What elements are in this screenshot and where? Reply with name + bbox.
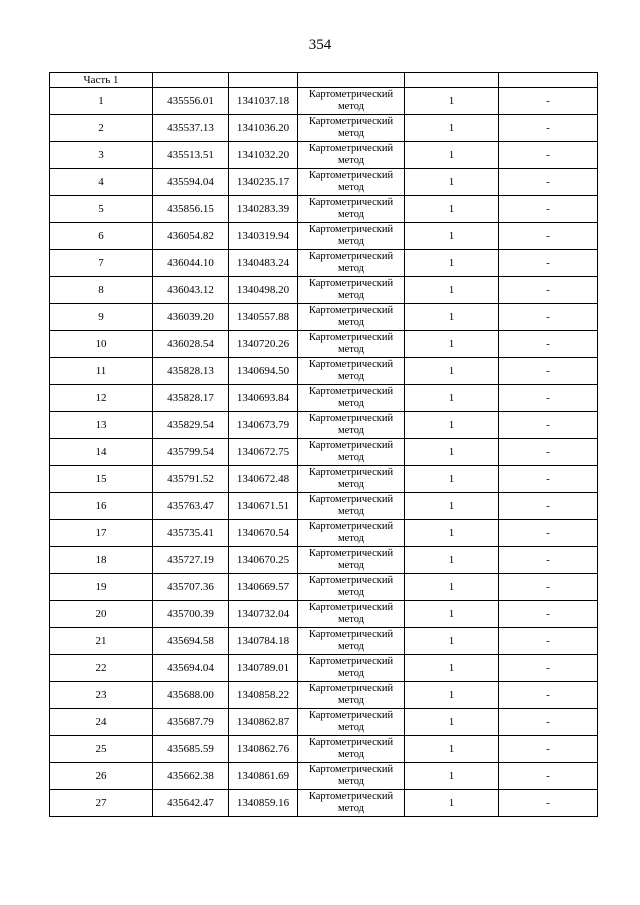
coordinates-table <box>49 72 598 817</box>
coord-y: 1340784.18 <box>229 628 298 655</box>
point-number: 10 <box>50 331 153 358</box>
method-line-1: Картометрический <box>308 764 394 775</box>
description-value: - <box>499 223 598 250</box>
method-line-1: Картометрический <box>308 521 394 532</box>
accuracy-value: 1 <box>405 574 499 601</box>
method-cell <box>298 493 405 520</box>
coord-y: 1340693.84 <box>229 385 298 412</box>
table-row <box>50 682 598 709</box>
method-line-2: метод <box>337 101 365 112</box>
page-number: 354 <box>308 37 332 53</box>
coord-x: 435537.13 <box>153 115 229 142</box>
description-value: - <box>499 142 598 169</box>
method-line-2: метод <box>337 398 365 409</box>
method-line-2: метод <box>337 182 365 193</box>
method-line-2: метод <box>337 236 365 247</box>
description-value: - <box>499 439 598 466</box>
method-line-1: Картометрический <box>308 116 394 127</box>
description-value: - <box>499 655 598 682</box>
coord-y: 1340673.79 <box>229 412 298 439</box>
description-value: - <box>499 790 598 817</box>
coord-x: 435735.41 <box>153 520 229 547</box>
description-value: - <box>499 115 598 142</box>
coord-x: 435828.13 <box>153 358 229 385</box>
accuracy-value: 1 <box>405 277 499 304</box>
method-line-1: Картометрический <box>308 656 394 667</box>
description-value: - <box>499 466 598 493</box>
point-number: 11 <box>50 358 153 385</box>
method-line-1: Картометрический <box>308 305 394 316</box>
table-row <box>50 574 598 601</box>
accuracy-value: 1 <box>405 169 499 196</box>
accuracy-value: 1 <box>405 439 499 466</box>
method-cell <box>298 547 405 574</box>
method-line-2: метод <box>337 668 365 679</box>
method-line-1: Картометрический <box>308 197 394 208</box>
coord-y: 1340858.22 <box>229 682 298 709</box>
method-line-2: метод <box>337 452 365 463</box>
coord-y: 1340862.87 <box>229 709 298 736</box>
coord-y: 1340694.50 <box>229 358 298 385</box>
description-value: - <box>499 547 598 574</box>
description-value: - <box>499 250 598 277</box>
point-number: 2 <box>50 115 153 142</box>
method-line-2: метод <box>337 479 365 490</box>
description-value: - <box>499 196 598 223</box>
method-line-1: Картометрический <box>308 440 394 451</box>
method-cell <box>298 304 405 331</box>
accuracy-value: 1 <box>405 385 499 412</box>
method-line-2: метод <box>337 803 365 814</box>
description-value: - <box>499 385 598 412</box>
accuracy-value: 1 <box>405 736 499 763</box>
accuracy-value: 1 <box>405 520 499 547</box>
description-value: - <box>499 574 598 601</box>
point-number: 1 <box>50 88 153 115</box>
point-number: 14 <box>50 439 153 466</box>
method-line-1: Картометрический <box>308 629 394 640</box>
method-cell <box>298 709 405 736</box>
table-row <box>50 88 598 115</box>
coord-x: 435642.47 <box>153 790 229 817</box>
method-line-1: Картометрический <box>308 413 394 424</box>
method-line-2: метод <box>337 290 365 301</box>
accuracy-value: 1 <box>405 682 499 709</box>
accuracy-value: 1 <box>405 493 499 520</box>
coord-x: 435513.51 <box>153 142 229 169</box>
method-cell <box>298 250 405 277</box>
table-row <box>50 655 598 682</box>
table-row <box>50 304 598 331</box>
table-header-row <box>50 73 598 88</box>
table-row <box>50 115 598 142</box>
description-value: - <box>499 628 598 655</box>
coord-x: 435727.19 <box>153 547 229 574</box>
coord-y: 1340720.26 <box>229 331 298 358</box>
coord-x: 436028.54 <box>153 331 229 358</box>
method-line-1: Картометрический <box>308 170 394 181</box>
point-number: 9 <box>50 304 153 331</box>
coord-y: 1340557.88 <box>229 304 298 331</box>
coord-x: 436044.10 <box>153 250 229 277</box>
method-line-1: Картометрический <box>308 386 394 397</box>
coord-x: 435688.00 <box>153 682 229 709</box>
method-cell <box>298 466 405 493</box>
table-row <box>50 169 598 196</box>
method-line-2: метод <box>337 506 365 517</box>
coord-x: 435829.54 <box>153 412 229 439</box>
coord-x: 435763.47 <box>153 493 229 520</box>
coord-y: 1340672.75 <box>229 439 298 466</box>
coord-y: 1340319.94 <box>229 223 298 250</box>
point-number: 23 <box>50 682 153 709</box>
coord-y: 1340498.20 <box>229 277 298 304</box>
method-line-2: метод <box>337 749 365 760</box>
table-body <box>50 73 598 817</box>
coord-x: 436054.82 <box>153 223 229 250</box>
description-value: - <box>499 304 598 331</box>
method-line-2: метод <box>337 425 365 436</box>
accuracy-value: 1 <box>405 358 499 385</box>
point-number: 19 <box>50 574 153 601</box>
coord-y: 1340483.24 <box>229 250 298 277</box>
point-number: 21 <box>50 628 153 655</box>
accuracy-value: 1 <box>405 763 499 790</box>
method-cell <box>298 790 405 817</box>
method-line-2: метод <box>337 371 365 382</box>
accuracy-value: 1 <box>405 88 499 115</box>
table-row <box>50 439 598 466</box>
method-cell <box>298 520 405 547</box>
point-number: 24 <box>50 709 153 736</box>
coord-x: 435799.54 <box>153 439 229 466</box>
table-row <box>50 196 598 223</box>
method-cell <box>298 682 405 709</box>
accuracy-value: 1 <box>405 547 499 574</box>
method-line-1: Картометрический <box>308 251 394 262</box>
coord-y: 1340732.04 <box>229 601 298 628</box>
accuracy-value: 1 <box>405 466 499 493</box>
table-row <box>50 277 598 304</box>
method-cell <box>298 412 405 439</box>
coord-x: 435694.58 <box>153 628 229 655</box>
point-number: 22 <box>50 655 153 682</box>
coord-y: 1340235.17 <box>229 169 298 196</box>
method-line-2: метод <box>337 776 365 787</box>
table-row <box>50 412 598 439</box>
method-line-1: Картометрический <box>308 278 394 289</box>
method-line-2: метод <box>337 560 365 571</box>
method-line-2: метод <box>337 722 365 733</box>
method-cell <box>298 736 405 763</box>
coord-y: 1340671.51 <box>229 493 298 520</box>
method-line-1: Картометрический <box>308 89 394 100</box>
method-cell <box>298 574 405 601</box>
point-number: 4 <box>50 169 153 196</box>
coord-x: 435685.59 <box>153 736 229 763</box>
method-line-1: Картометрический <box>308 737 394 748</box>
method-line-2: метод <box>337 533 365 544</box>
table-row <box>50 520 598 547</box>
method-line-1: Картометрический <box>308 494 394 505</box>
coord-y: 1340861.69 <box>229 763 298 790</box>
point-number: 8 <box>50 277 153 304</box>
table-row <box>50 547 598 574</box>
accuracy-value: 1 <box>405 412 499 439</box>
method-line-2: метод <box>337 344 365 355</box>
table-row <box>50 331 598 358</box>
method-line-1: Картометрический <box>308 548 394 559</box>
method-line-1: Картометрический <box>308 683 394 694</box>
coord-x: 435791.52 <box>153 466 229 493</box>
coord-x: 436043.12 <box>153 277 229 304</box>
accuracy-value: 1 <box>405 709 499 736</box>
method-cell <box>298 439 405 466</box>
coord-y: 1340670.54 <box>229 520 298 547</box>
table-row <box>50 628 598 655</box>
description-value: - <box>499 412 598 439</box>
accuracy-value: 1 <box>405 331 499 358</box>
accuracy-value: 1 <box>405 304 499 331</box>
coord-y: 1340859.16 <box>229 790 298 817</box>
method-line-1: Картометрический <box>308 359 394 370</box>
coord-y: 1341037.18 <box>229 88 298 115</box>
point-number: 3 <box>50 142 153 169</box>
table-row <box>50 790 598 817</box>
table-row <box>50 466 598 493</box>
description-value: - <box>499 520 598 547</box>
method-line-1: Картометрический <box>308 143 394 154</box>
method-line-1: Картометрический <box>308 224 394 235</box>
method-line-2: метод <box>337 209 365 220</box>
coord-y: 1340670.25 <box>229 547 298 574</box>
coord-x: 435694.04 <box>153 655 229 682</box>
description-value: - <box>499 736 598 763</box>
accuracy-value: 1 <box>405 790 499 817</box>
table-row <box>50 385 598 412</box>
method-cell <box>298 169 405 196</box>
point-number: 12 <box>50 385 153 412</box>
point-number: 16 <box>50 493 153 520</box>
accuracy-value: 1 <box>405 223 499 250</box>
coord-x: 435828.17 <box>153 385 229 412</box>
description-value: - <box>499 277 598 304</box>
method-line-2: метод <box>337 155 365 166</box>
method-line-2: метод <box>337 587 365 598</box>
table-row <box>50 709 598 736</box>
header-cell-description <box>499 73 598 88</box>
point-number: 20 <box>50 601 153 628</box>
coord-x: 435556.01 <box>153 88 229 115</box>
point-number: 7 <box>50 250 153 277</box>
description-value: - <box>499 709 598 736</box>
method-line-2: метод <box>337 128 365 139</box>
description-value: - <box>499 601 598 628</box>
coord-x: 435707.36 <box>153 574 229 601</box>
coord-x: 435700.39 <box>153 601 229 628</box>
point-number: 5 <box>50 196 153 223</box>
method-line-2: метод <box>337 614 365 625</box>
table-row <box>50 736 598 763</box>
method-cell <box>298 115 405 142</box>
coord-x: 435687.79 <box>153 709 229 736</box>
accuracy-value: 1 <box>405 115 499 142</box>
method-cell <box>298 628 405 655</box>
method-cell <box>298 331 405 358</box>
method-line-1: Картометрический <box>308 332 394 343</box>
accuracy-value: 1 <box>405 601 499 628</box>
part-label: Часть 1 <box>50 73 153 88</box>
table-row <box>50 763 598 790</box>
method-cell <box>298 142 405 169</box>
method-cell <box>298 196 405 223</box>
accuracy-value: 1 <box>405 250 499 277</box>
point-number: 25 <box>50 736 153 763</box>
table-row <box>50 358 598 385</box>
coord-y: 1341036.20 <box>229 115 298 142</box>
point-number: 26 <box>50 763 153 790</box>
accuracy-value: 1 <box>405 142 499 169</box>
coord-x: 435594.04 <box>153 169 229 196</box>
method-line-1: Картометрический <box>308 575 394 586</box>
method-line-2: метод <box>337 641 365 652</box>
header-cell-accuracy <box>405 73 499 88</box>
coord-y: 1341032.20 <box>229 142 298 169</box>
accuracy-value: 1 <box>405 628 499 655</box>
accuracy-value: 1 <box>405 196 499 223</box>
header-cell-x <box>153 73 229 88</box>
point-number: 17 <box>50 520 153 547</box>
method-line-1: Картометрический <box>308 791 394 802</box>
method-cell <box>298 763 405 790</box>
description-value: - <box>499 169 598 196</box>
method-line-1: Картометрический <box>308 710 394 721</box>
coord-x: 435856.15 <box>153 196 229 223</box>
point-number: 13 <box>50 412 153 439</box>
method-cell <box>298 655 405 682</box>
point-number: 6 <box>50 223 153 250</box>
table-row <box>50 223 598 250</box>
point-number: 27 <box>50 790 153 817</box>
method-cell <box>298 358 405 385</box>
method-cell <box>298 223 405 250</box>
coord-y: 1340672.48 <box>229 466 298 493</box>
method-line-2: метод <box>337 695 365 706</box>
accuracy-value: 1 <box>405 655 499 682</box>
description-value: - <box>499 88 598 115</box>
coord-y: 1340789.01 <box>229 655 298 682</box>
method-line-2: метод <box>337 263 365 274</box>
point-number: 18 <box>50 547 153 574</box>
description-value: - <box>499 331 598 358</box>
method-line-1: Картометрический <box>308 467 394 478</box>
method-line-2: метод <box>337 317 365 328</box>
method-cell <box>298 601 405 628</box>
table-row <box>50 142 598 169</box>
table-row <box>50 250 598 277</box>
coord-x: 435662.38 <box>153 763 229 790</box>
description-value: - <box>499 682 598 709</box>
coord-y: 1340283.39 <box>229 196 298 223</box>
coord-y: 1340669.57 <box>229 574 298 601</box>
coord-y: 1340862.76 <box>229 736 298 763</box>
description-value: - <box>499 358 598 385</box>
method-cell <box>298 277 405 304</box>
point-number: 15 <box>50 466 153 493</box>
description-value: - <box>499 763 598 790</box>
method-cell <box>298 88 405 115</box>
header-cell-y <box>229 73 298 88</box>
header-cell-method <box>298 73 405 88</box>
table-row <box>50 601 598 628</box>
table-row <box>50 493 598 520</box>
description-value: - <box>499 493 598 520</box>
method-line-1: Картометрический <box>308 602 394 613</box>
coord-x: 436039.20 <box>153 304 229 331</box>
method-cell <box>298 385 405 412</box>
